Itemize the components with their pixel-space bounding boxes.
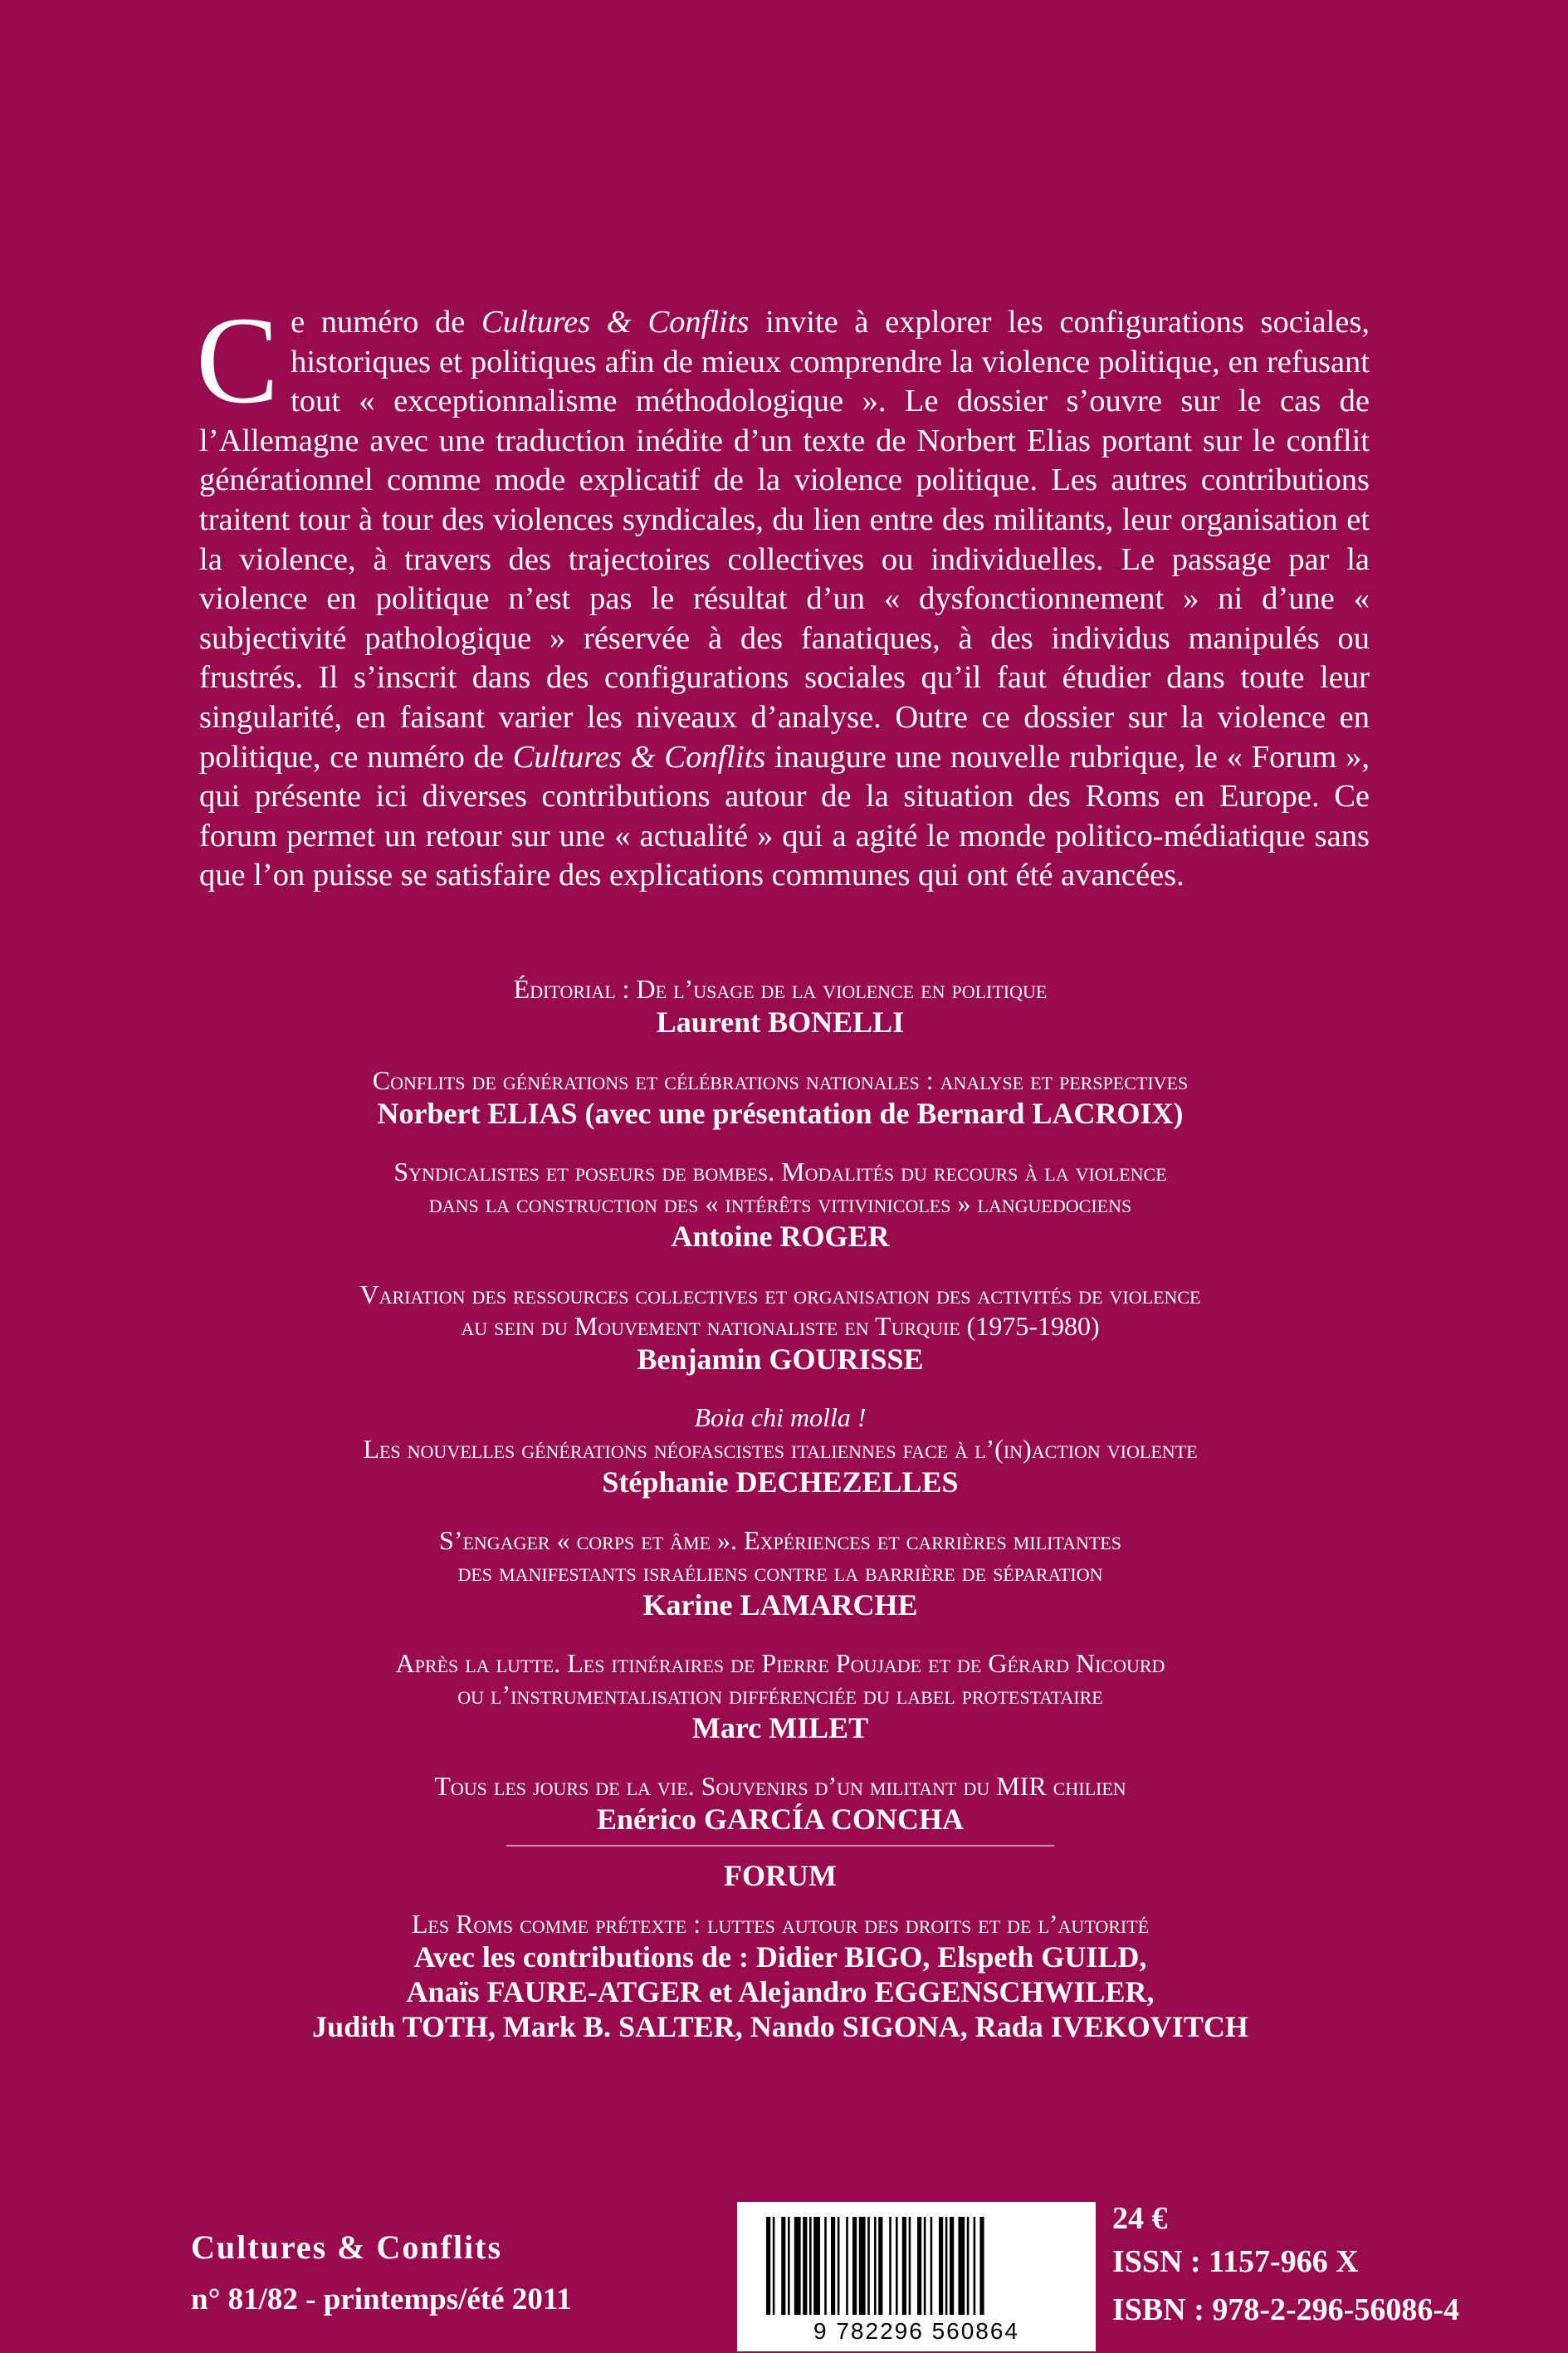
divider: [506, 1845, 1054, 1847]
barcode-bar: [950, 2217, 954, 2315]
toc-entry-dechezelles: [116, 1402, 1444, 1499]
summary-text-2: invite à explorer les configurations sociales, historiques et politiques afin de mieux comprendre la violence politique, en refusant tout « exceptionnalisme méthodologique ». Le dossier s’ouvre sur le cas de l’Allemagne avec une traduction inédite d’un texte de Norbert Elias portant sur le conflit générationnel comme mode explicatif de la violence politique. Les autres contributions traitent tour à tour des violences syndicales, du lien entre des militants, leur organisation et la violence, à travers des trajectoires collectives ou individuelles. Le passage par la violence en politique n’est pas le résultat d’un « dysfonctionnement » ni d’une « subjectivité pathologique » réservée à des fanatiques, à des individus manipulés ou frustrés. Il s’inscrit dans des configurations sociales qu’il faut étudier dans toute leur singularité, en faisant varier les niveaux d’analyse. Outre ce dossier sur la violence en politique, ce numéro de: [199, 305, 1370, 775]
toc-entry-editorial: [116, 973, 1444, 1040]
barcode-bar: [788, 2217, 790, 2315]
barcode: [737, 2202, 1096, 2351]
toc-entry-lamarche: [116, 1524, 1444, 1622]
barcode-bar: [809, 2217, 812, 2315]
issn: ISSN : 1157-966 X: [1112, 2244, 1359, 2279]
toc-title: Variation des ressources collectives et organisation des activités de violence: [359, 1279, 1201, 1309]
toc-entry-garcia-concha: [116, 1770, 1444, 1837]
barcode-bar: [852, 2217, 857, 2315]
journal-title-italic: Cultures & Conflits: [481, 305, 750, 340]
barcode-bar: [896, 2217, 898, 2315]
drop-cap: C: [196, 291, 280, 429]
toc-title-line2: au sein du Mouvement nationaliste en Turquie (1975-1980): [461, 1311, 1100, 1341]
isbn: ISBN : 978-2-296-56086-4: [1112, 2292, 1459, 2327]
barcode-bar: [824, 2217, 827, 2315]
toc-author: Marc MILET: [691, 1711, 869, 1744]
barcode-bar: [878, 2217, 882, 2315]
barcode-bar: [813, 2217, 820, 2315]
forum-heading: FORUM: [724, 1859, 837, 1892]
barcode-bar: [859, 2217, 866, 2315]
forum-contributors-3: Judith TOTH, Mark B. SALTER, Nando SIGONA, Rada IVEKOVITCH: [312, 2010, 1248, 2043]
barcode-bar: [909, 2217, 911, 2315]
toc-title: Conflits de générations et célébrations nationales : analyse et perspectives: [372, 1065, 1189, 1095]
barcode-bar: [945, 2217, 948, 2315]
toc-entry-milet: [116, 1647, 1444, 1745]
barcode-bar: [781, 2217, 785, 2315]
barcode-bar: [794, 2217, 801, 2315]
barcode-bar: [874, 2217, 877, 2315]
barcode-bar: [931, 2217, 933, 2315]
toc-title-line2: des manifestants israéliens contre la barrière de séparation: [457, 1557, 1103, 1587]
summary-text-1: e numéro de: [291, 305, 482, 340]
toc-title-italic: Boia chi molla !: [694, 1402, 867, 1432]
forum-section: [116, 1858, 1444, 2044]
forum-contributors-2: Anaïs FAURE-ATGER et Alejandro EGGENSCHWILER,: [406, 1975, 1155, 2008]
barcode-bar: [958, 2217, 965, 2315]
barcode-bar: [917, 2217, 921, 2315]
toc-entry-roger: [116, 1156, 1444, 1254]
forum-contributors-1: Avec les contributions de : Didier BIGO, Elspeth GUILD,: [413, 1940, 1147, 1974]
barcode-number: 9 782296 560864: [813, 2318, 1019, 2344]
toc-title: Éditorial : De l’usage de la violence en politique: [513, 974, 1048, 1004]
toc-title-line2: ou l’instrumentalisation différenciée du label protestataire: [457, 1680, 1103, 1710]
toc-title: Tous les jours de la vie. Souvenirs d’un militant du MIR chilien: [434, 1771, 1126, 1801]
barcode-bar: [979, 2217, 984, 2315]
journal-name: Cultures & Conflits: [191, 2228, 503, 2266]
toc-author: Antoine ROGER: [671, 1220, 890, 1253]
barcode-bar: [867, 2217, 870, 2315]
toc-author: Benjamin GOURISSE: [637, 1343, 924, 1376]
toc-author: Stéphanie DECHEZELLES: [602, 1465, 959, 1499]
barcode-bar: [902, 2217, 906, 2315]
toc-author: Karine LAMARCHE: [642, 1588, 918, 1622]
price: 24 €: [1112, 2201, 1168, 2236]
toc-title: S’engager « corps et âme ». Expériences et carrières militantes: [439, 1525, 1121, 1555]
toc-author: Laurent BONELLI: [656, 1005, 905, 1039]
barcode-bar: [803, 2217, 807, 2315]
toc-title: Syndicalistes et poseurs de bombes. Modalités du recours à la violence: [393, 1157, 1167, 1186]
barcode-bars: [766, 2217, 1067, 2315]
toc-author: Norbert ELIAS (avec une présentation de Bernard LACROIX): [377, 1097, 1184, 1130]
toc-title: Les nouvelles générations néofascistes italiennes face à l’(in)action violente: [363, 1434, 1198, 1464]
forum-title: Les Roms comme prétexte : luttes autour des droits et de l’autorité: [411, 1909, 1150, 1939]
barcode-bar: [773, 2217, 775, 2315]
barcode-bar: [846, 2217, 848, 2315]
barcode-bar: [967, 2217, 970, 2315]
barcode-bar: [939, 2217, 943, 2315]
toc-title: Après la lutte. Les itinéraires de Pierre Poujade et de Gérard Nicourd: [395, 1648, 1165, 1678]
summary-text-3: inaugure une nouvelle rubrique, le « Forum », qui présente ici diverses contributions autour de la situation des Roms en Europe. Ce forum permet un retour sur une « actualité » qui a agité le monde politico-médiatique sans que l’on puisse se satisfaire des explications communes qui ont été avancées.: [199, 739, 1370, 893]
toc-entry-gourisse: [116, 1279, 1444, 1377]
toc-title-line2: dans la construction des « intérêts vitivinicoles » languedociens: [428, 1188, 1132, 1218]
barcode-bar: [831, 2217, 835, 2315]
barcode-bar: [974, 2217, 976, 2315]
table-of-contents: [116, 973, 1444, 2044]
back-cover-summary: [196, 291, 1370, 896]
journal-title-italic-2: Cultures & Conflits: [512, 739, 766, 775]
toc-author: Enérico GARCÍA CONCHA: [597, 1803, 964, 1836]
barcode-bar: [838, 2217, 840, 2315]
barcode-bar: [766, 2217, 770, 2315]
barcode-bar: [889, 2217, 891, 2315]
toc-entry-elias: [116, 1064, 1444, 1131]
barcode-bar: [924, 2217, 926, 2315]
issue-number: n° 81/82 - printemps/été 2011: [191, 2282, 572, 2316]
